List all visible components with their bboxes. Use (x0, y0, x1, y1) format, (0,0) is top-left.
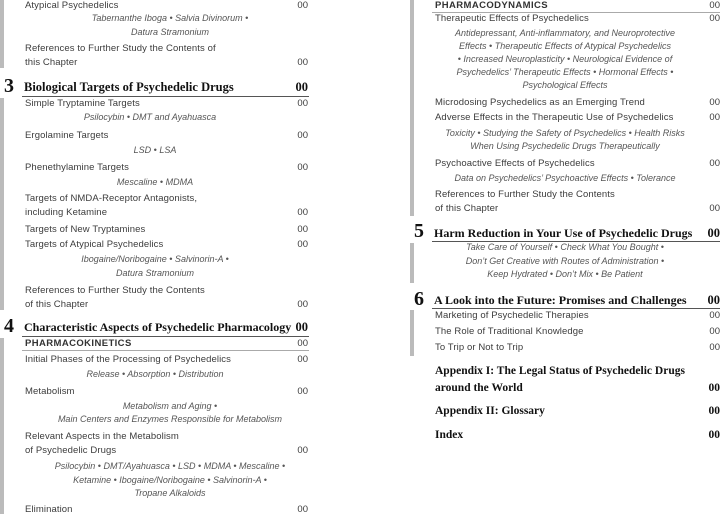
toc-entry-phenethylamine[interactable]: Phenethylamine Targets (25, 162, 129, 173)
page-number: 00 (297, 207, 308, 218)
toc-entry-atypical-psychedelics[interactable]: Atypical Psychedelics (25, 0, 119, 11)
toc-subtopics: LSD • LSA (133, 145, 177, 155)
chapter-6-title[interactable]: A Look into the Future: Promises and Challenges (434, 293, 687, 307)
page-number: 00 (297, 504, 308, 515)
toc-entry-references[interactable]: References to Further Study the Contents (435, 189, 615, 200)
toc-subtopics: Don’t Get Creative with Routes of Administration • (465, 256, 665, 266)
toc-entry-appendix-1[interactable]: Appendix I: The Legal Status of Psychedelic Drugs (435, 365, 685, 377)
toc-entry-references[interactable]: References to Further Study the Contents (25, 285, 205, 296)
indent-bar (0, 0, 4, 68)
toc-entry-therapeutic-effects[interactable]: Therapeutic Effects of Psychedelics (435, 13, 589, 24)
chapter-number: 6 (414, 288, 424, 310)
chapter-rule (22, 336, 309, 337)
toc-entry-marketing[interactable]: Marketing of Psychedelic Therapies (435, 310, 589, 321)
toc-entry-references-cont[interactable]: of this Chapter (25, 299, 89, 310)
section-rule (22, 350, 309, 351)
toc-entry-psychoactive-effects[interactable]: Psychoactive Effects of Psychedelics (435, 158, 595, 169)
chapter-5-title[interactable]: Harm Reduction in Your Use of Psychedelic Drugs (434, 226, 693, 240)
toc-subtopics: • Increased Neuroplasticity • Neurological Evidence of (457, 54, 673, 64)
toc-entry-atypical-targets[interactable]: Targets of Atypical Psychedelics (25, 239, 164, 250)
toc-entry-appendix-2[interactable]: Appendix II: Glossary (435, 405, 545, 417)
toc-entry-references-cont[interactable]: of this Chapter (435, 203, 499, 214)
page-number: 00 (297, 354, 308, 365)
toc-subtopics: Psilocybin • DMT and Ayahuasca (83, 112, 217, 122)
page-number: 00 (709, 13, 720, 24)
page-number: 00 (297, 299, 308, 310)
toc-subtopics: Keep Hydrated • Don’t Mix • Be Patient (487, 269, 643, 279)
section-heading-pharmacokinetics[interactable]: PHARMACOKINETICS (25, 338, 132, 349)
toc-subtopics: When Using Psychedelic Drugs Therapeutically (470, 141, 660, 151)
toc-entry-new-tryptamines[interactable]: Targets of New Tryptamines (25, 224, 146, 235)
toc-subtopics: Ibogaine/Noribogaine • Salvinorin-A • (81, 254, 229, 264)
chapter-page-number: 00 (295, 320, 308, 334)
toc-subtopics: Psilocybin • DMT/Ayahuasca • LSD • MDMA • Mescaline • (54, 461, 286, 471)
page-number: 00 (709, 342, 720, 353)
chapter-4-title[interactable]: Characteristic Aspects of Psychedelic Pharmacology (24, 320, 292, 334)
toc-subtopics: Psychological Effects (522, 80, 608, 90)
toc-entry-relevant-metabolism[interactable]: Relevant Aspects in the Metabolism (25, 431, 179, 442)
indent-bar (0, 98, 4, 310)
page-number: 00 (709, 97, 720, 108)
page-number: 00 (297, 98, 308, 109)
chapter-number: 4 (4, 315, 14, 337)
chapter-number: 3 (4, 75, 14, 97)
section-heading-pharmacodynamics[interactable]: PHARMACODYNAMICS (435, 0, 549, 11)
page-number: 00 (297, 338, 308, 349)
toc-subtopics: Datura Stramonium (115, 268, 195, 278)
toc-entry-elimination[interactable]: Elimination (25, 504, 73, 515)
toc-subtopics: Release • Absorption • Distribution (86, 369, 224, 379)
toc-entry-microdosing[interactable]: Microdosing Psychedelics as an Emerging Trend (435, 97, 645, 108)
toc-subtopics: Data on Psychedelics’ Psychoactive Effects • Tolerance (454, 173, 676, 183)
toc-entry-initial-phases[interactable]: Initial Phases of the Processing of Psychedelics (25, 354, 231, 365)
toc-subtopics: Datura Stramonium (130, 27, 210, 37)
toc-entry-nmda-targets-cont[interactable]: including Ketamine (25, 207, 108, 218)
toc-entry-metabolism[interactable]: Metabolism (25, 386, 75, 397)
toc-entry-to-trip[interactable]: To Trip or Not to Trip (435, 342, 524, 353)
toc-entry-references-cont[interactable]: this Chapter (25, 57, 78, 68)
page-number: 00 (297, 445, 308, 456)
toc-subtopics: Psychedelics’ Therapeutic Effects • Hormonal Effects • (456, 67, 674, 77)
toc-subtopics: Main Centers and Enzymes Responsible for Metabolism (57, 414, 283, 424)
toc-subtopics: Ketamine • Ibogaine/Noribogaine • Salvinorin-A • (73, 475, 267, 485)
toc-entry-adverse-effects[interactable]: Adverse Effects in the Therapeutic Use of Psychedelics (435, 112, 674, 123)
chapter-rule (22, 96, 309, 97)
chapter-page-number: 00 (707, 293, 720, 307)
chapter-page-number: 00 (295, 80, 308, 94)
page-number: 00 (297, 57, 308, 68)
toc-entry-references[interactable]: References to Further Study the Contents of (25, 43, 216, 54)
page-number: 00 (297, 239, 308, 250)
toc-subtopics: Metabolism and Aging • (122, 401, 218, 411)
toc-subtopics: Tabernanthe Iboga • Salvia Divinorum • (91, 13, 249, 23)
indent-bar (410, 243, 414, 283)
page-number: 00 (297, 130, 308, 141)
page-number: 00 (297, 162, 308, 173)
toc-subtopics: Tropane Alkaloids (134, 488, 206, 498)
chapter-rule (432, 308, 720, 309)
page-number: 00 (708, 429, 720, 441)
indent-bar (410, 0, 414, 216)
page-number: 00 (297, 0, 308, 11)
toc-entry-index[interactable]: Index (435, 429, 464, 441)
toc-subtopics: Antidepressant, Anti-inflammatory, and Neuroprotective (454, 28, 676, 38)
page-number: 00 (709, 326, 720, 337)
toc-subtopics: Mescaline • MDMA (116, 177, 194, 187)
indent-bar (410, 310, 414, 356)
toc-entry-traditional-knowledge[interactable]: The Role of Traditional Knowledge (435, 326, 584, 337)
toc-entry-ergolamine[interactable]: Ergolamine Targets (25, 130, 109, 141)
page-number: 00 (297, 386, 308, 397)
indent-bar (0, 338, 4, 514)
page-number: 00 (297, 224, 308, 235)
page-number: 00 (708, 382, 720, 394)
page-number: 00 (709, 158, 720, 169)
page-number: 00 (709, 310, 720, 321)
toc-subtopics: Effects • Therapeutic Effects of Atypical Psychedelics (459, 41, 671, 51)
page-number: 00 (709, 203, 720, 214)
page-number: 00 (709, 0, 720, 11)
toc-subtopics: Take Care of Yourself • Check What You Bought • (466, 242, 664, 252)
chapter-page-number: 00 (707, 226, 720, 240)
toc-entry-appendix-1-cont[interactable]: around the World (435, 382, 523, 394)
toc-entry-simple-tryptamine[interactable]: Simple Tryptamine Targets (25, 98, 140, 109)
page-number: 00 (708, 405, 720, 417)
toc-entry-relevant-metabolism-cont[interactable]: of Psychedelic Drugs (25, 445, 117, 456)
chapter-3-title[interactable]: Biological Targets of Psychedelic Drugs (24, 80, 234, 94)
page-number: 00 (709, 112, 720, 123)
chapter-number: 5 (414, 220, 424, 242)
toc-entry-nmda-targets[interactable]: Targets of NMDA-Receptor Antagonists, (25, 193, 198, 204)
toc-subtopics: Toxicity • Studying the Safety of Psychedelics • Health Risks (445, 128, 685, 138)
